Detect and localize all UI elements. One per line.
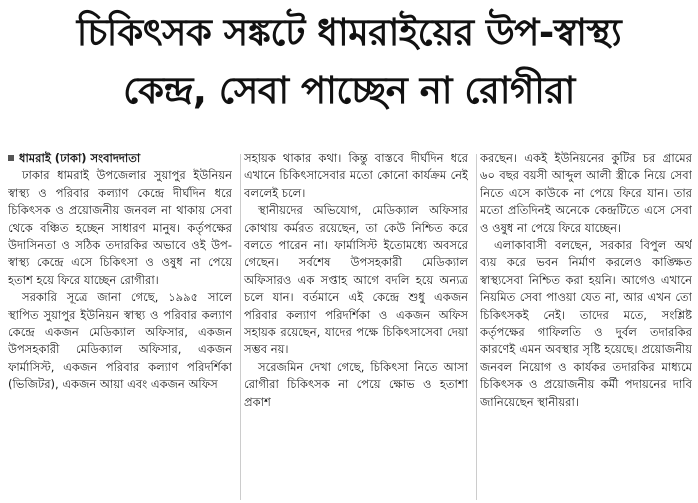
paragraph <box>244 150 468 202</box>
headline <box>6 4 692 120</box>
byline-text: ধামরাই (ঢাকা) সংবাদদাতা <box>19 151 141 165</box>
paragraph <box>8 167 232 289</box>
paragraph <box>480 237 692 411</box>
paragraph <box>244 202 468 359</box>
headline-line-1: চিকিৎসক সঙ্কটে ধামরাইয়ের উপ-স্বাস্থ্য <box>76 11 622 54</box>
article-column-2 <box>244 150 468 500</box>
paragraph-text: সরকারি সূত্রে জানা গেছে, ১৯৯৫ সালে স্থাপিত সুয়াপুর ইউনিয়ন স্বাস্থ্য ও পরিবার কল্যাণ কেন্দ্রে একজন মেডিক্যাল অফিসার, একজন উপসহকারী মেডিক্যাল অফিসার, একজন ফার্মাসিস্ট, একজন পরিবার কল্যাণ পরিদর্শিকা (ভিজিটর), একজন আয়া এবং একজন অফিস <box>8 290 232 392</box>
paragraph-text: সরেজমিন দেখা গেছে, চিকিৎসা নিতে আসা রোগীরা চিকিৎসক না পেয়ে ক্ষোভ ও হতাশা প্রকাশ <box>244 359 468 409</box>
article-column-1 <box>8 150 232 500</box>
article-column-3 <box>480 150 692 500</box>
paragraph-text: সহায়ক থাকার কথা। কিন্তু বাস্তবে দীর্ঘদিন ধরে এখানে চিকিৎসাসেবার মতো কোনো কার্যক্রম নেই বললেই চলে। <box>244 151 468 200</box>
paragraph-text: করছেন। একই ইউনিয়নের কুটির চর গ্রামের ৬০ বছর বয়সী আব্দুল আলী স্ত্রীকে নিয়ে সেবা নিতে এসে কাউকে না পেয়ে ফিরে যান। তার মতো প্রতিদিনই অনেকে কেন্দ্রটিতে এসে সেবা ও ওষুধ না পেয়ে ফিরে যাচ্ছেন। <box>480 151 692 235</box>
paragraph <box>244 359 468 411</box>
bullet-icon <box>8 155 14 161</box>
paragraph-text: স্থানীয়দের অভিযোগ, মেডিক্যাল অফিসার কোথায় কর্মরত রয়েছেন, তা কেউ নিশ্চিত করে বলতে পারেন না। ফার্মাসিস্ট ইতোমধ্যে অবসরে গেছেন। সর্বশেষ উপসহকারী মেডিক্যাল অফিসারও এক সপ্তাহ আগে বদলি হয়ে অন্যত্র চলে যান। বর্তমানে এই কেন্দ্রে শুধু একজন পরিবার কল্যাণ পরিদর্শিকা ও একজন অফিস সহায়ক রয়েছেন, যাদের পক্ষে চিকিৎসাসেবা দেয়া সম্ভব নয়। <box>244 203 468 357</box>
headline-line-2: কেন্দ্র, সেবা পাচ্ছেন না রোগীরা <box>123 69 575 112</box>
paragraph-text: ঢাকার ধামরাই উপজেলার সুয়াপুর ইউনিয়ন স্বাস্থ্য ও পরিবার কল্যাণ কেন্দ্রে দীর্ঘদিন ধরে চিকিৎসক ও প্রয়োজনীয় জনবল না থাকায় সেবা থেকে বঞ্চিত হচ্ছেন সাধারণ মানুষ। কর্তৃপক্ষের উদাসিনতা ও সঠিক তদারকির অভাবে ওই উপ-স্বাস্থ্য কেন্দ্রে এসে চিকিৎসা ও ওষুধ না পেয়ে হতাশ হয়ে ফিরে যাচ্ছেন রোগীরা। <box>8 168 232 287</box>
article-body <box>8 150 692 500</box>
paragraph <box>8 289 232 393</box>
byline <box>8 150 232 167</box>
paragraph <box>480 150 692 237</box>
paragraph-text: এলাকাবাসী বলছেন, সরকার বিপুল অর্থ ব্যয় করে ভবন নির্মাণ করলেও কাঙ্ক্ষিত স্বাস্থ্যসেবা নিশ্চিত করা হয়নি। আগেও এখানে নিয়মিত সেবা পাওয়া যেত না, আর এখন তো চিকিৎসকই নেই। তাদের মতে, সংশ্লিষ্ট কর্তৃপক্ষের গাফিলতি ও দুর্বল তদারকির কারণেই এমন অবস্থার সৃষ্টি হয়েছে। প্রয়োজনীয় জনবল নিয়োগ ও কার্যকর তদারকির মাধ্যমে চিকিৎসক ও প্রয়োজনীয় কর্মী পদায়নের দাবি জানিয়েছেন স্থানীয়রা। <box>480 238 692 409</box>
